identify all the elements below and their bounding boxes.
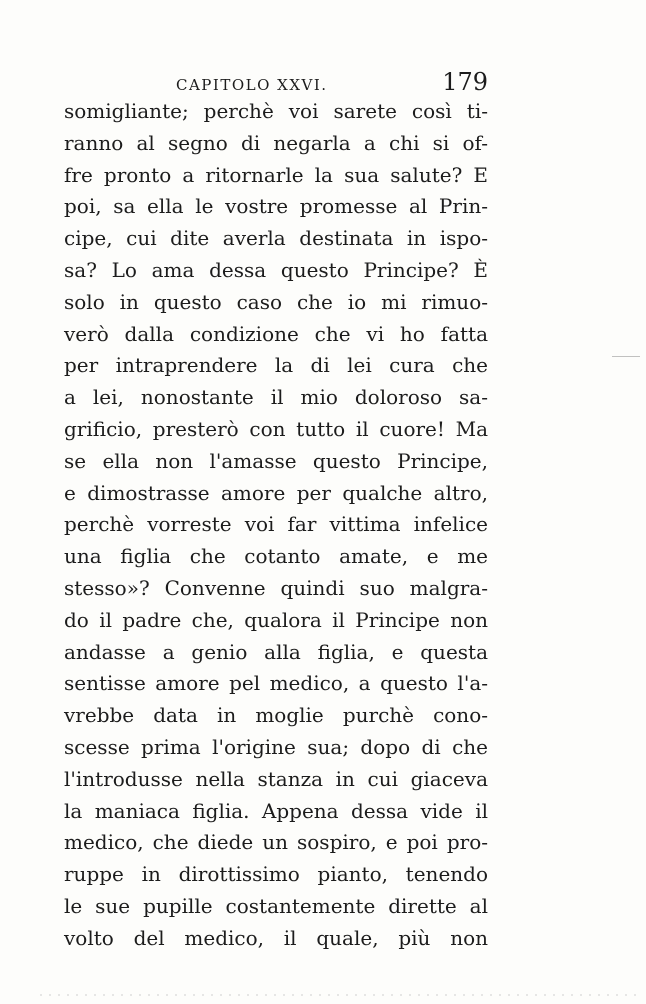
text-line: sentisse amore pel medico, a questo l'a-	[64, 671, 488, 696]
text-line: a lei, nonostante il mio doloroso sa-	[64, 385, 488, 410]
text-line: ruppe in dirottissimo pianto, tenendo	[64, 862, 488, 887]
text-line: somigliante; perchè voi sarete così ti-	[64, 99, 488, 123]
text-line: scesse prima l'origine sua; dopo di che	[64, 734, 488, 759]
text-line: stesso»? Convenne quindi suo malgra-	[64, 575, 488, 600]
text-line: andasse a genio alla figlia, e questa	[64, 639, 488, 664]
text-line: le sue pupille costantemente dirette al	[64, 893, 488, 918]
margin-mark	[612, 356, 640, 357]
text-line: sa? Lo ama dessa questo Principe? È	[64, 257, 488, 282]
text-line: se ella non l'amasse questo Principe,	[64, 448, 488, 473]
text-line: volto del medico, il quale, più non	[64, 925, 488, 950]
page-number: 179	[442, 68, 488, 96]
running-title: CAPITOLO XXVI.	[176, 76, 328, 94]
text-line: perchè vorreste voi far vittima infelice	[64, 512, 488, 537]
text-line: poi, sa ella le vostre promesse al Prin-	[64, 194, 488, 219]
text-line: do il padre che, qualora il Principe non	[64, 607, 488, 632]
text-line: e dimostrasse amore per qualche altro,	[64, 480, 488, 505]
text-line: ranno al segno di negarla a chi si of-	[64, 130, 488, 155]
text-line: cipe, cui dite averla destinata in ispo-	[64, 226, 488, 251]
text-line: l'introdusse nella stanza in cui giaceva	[64, 766, 488, 791]
text-line: grificio, presterò con tutto il cuore! Ma	[64, 416, 488, 441]
page-edge-specks	[40, 994, 640, 996]
text-line: una figlia che cotanto amate, e me	[64, 544, 488, 569]
text-line: medico, che diede un sospiro, e poi pro-	[64, 830, 488, 855]
text-line: vrebbe data in moglie purchè cono-	[64, 703, 488, 728]
text-line: la maniaca figlia. Appena dessa vide il	[64, 798, 488, 823]
body-text	[64, 96, 488, 955]
text-line: per intraprendere la di lei cura che	[64, 353, 488, 378]
text-line: fre pronto a ritornarle la sua salute? E	[64, 162, 488, 187]
text-line: verò dalla condizione che vi ho fatta	[64, 321, 488, 346]
text-line: solo in questo caso che io mi rimuo-	[64, 289, 488, 314]
